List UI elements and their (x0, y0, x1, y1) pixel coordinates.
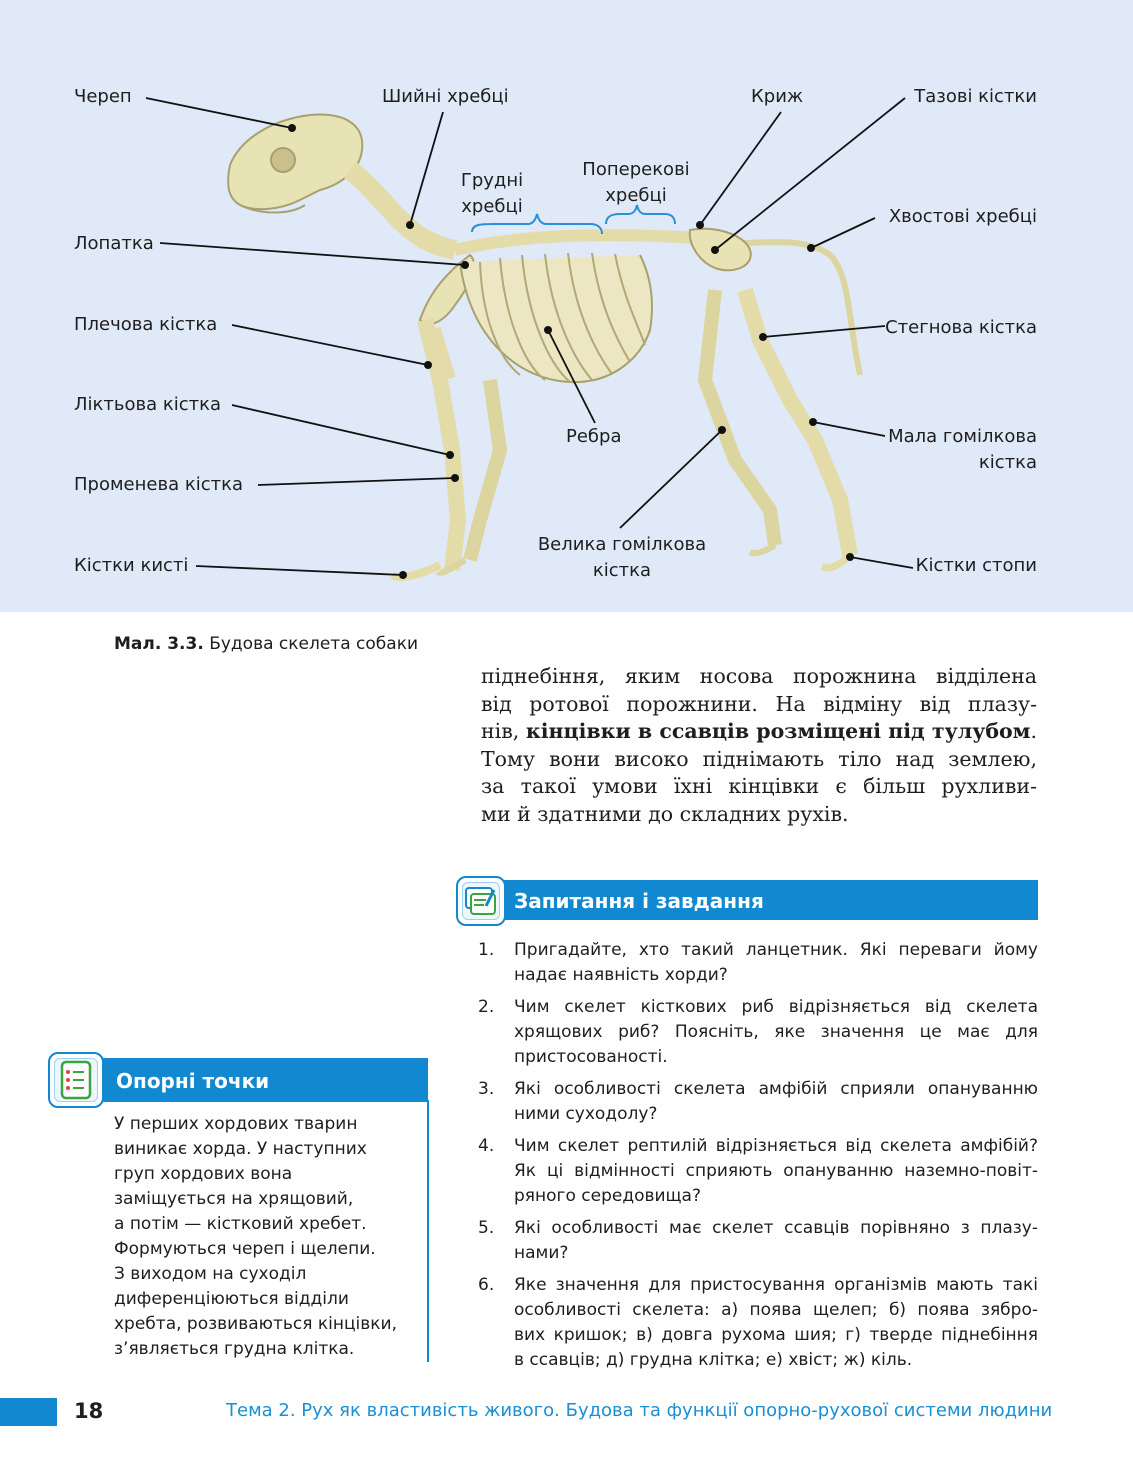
question-line: надає наявність хорди? (514, 965, 728, 985)
label-fibula-line2: кістка (978, 452, 1037, 473)
question-number: 1. (478, 940, 495, 960)
label-tibia-line2: кістка (592, 560, 652, 581)
question-item (478, 1077, 1038, 1127)
label-femur: Стегнова кістка (885, 317, 1037, 338)
question-item (478, 938, 1038, 988)
page-number: 18 (74, 1399, 104, 1423)
question-item (478, 995, 1038, 1070)
body-line: Тому вони високо піднімають тіло над землею, (481, 746, 1037, 771)
key-point-line: заміщується на хрящовий, (114, 1189, 354, 1209)
body-fragment: нів, (481, 719, 520, 743)
key-point-line: З виходом на суходіл (114, 1264, 307, 1284)
questions-header (456, 876, 1038, 922)
body-line-emphasis (481, 718, 1037, 746)
label-fibula (888, 424, 1037, 476)
key-points-border (427, 1100, 429, 1362)
footer-accent-bar (0, 1398, 57, 1426)
key-point-line: груп хордових вона (114, 1164, 293, 1184)
label-lumbar-line1: Поперекові (582, 159, 690, 180)
question-item (478, 1273, 1038, 1373)
label-skull: Череп (74, 86, 132, 107)
key-point-line: виникає хорда. У наступних (114, 1139, 367, 1159)
question-line: ними суходолу? (514, 1104, 658, 1124)
question-line: Пригадайте, хто такий ланцетник. Які переваги йому (514, 940, 1038, 960)
question-line: хрящових риб? Поясніть, яке значення це має для (514, 1022, 1038, 1042)
label-radius: Променева кістка (74, 474, 243, 495)
label-carpus: Кістки кисті (74, 555, 189, 576)
question-line: вих кришок; в) довга рухома шия; г) тверде піднебіння (514, 1325, 1038, 1345)
key-points-header (48, 1052, 428, 1110)
key-point-line: У перших хордових тварин (114, 1114, 358, 1134)
questions-list (478, 938, 1038, 1380)
question-line: в ссавців; д) грудна клітка; е) хвіст; ж) кіль. (514, 1350, 913, 1370)
label-ulna: Ліктьова кістка (74, 394, 222, 415)
question-item (478, 1134, 1038, 1209)
label-thoracic-line2: хребці (461, 196, 523, 217)
question-number: 3. (478, 1079, 495, 1099)
question-line: пристосованості. (514, 1047, 668, 1067)
question-number: 2. (478, 997, 495, 1017)
body-paragraph (481, 663, 1037, 828)
question-number: 6. (478, 1275, 495, 1295)
key-points-text (114, 1112, 414, 1362)
label-ribs: Ребра (566, 426, 622, 447)
label-scapula: Лопатка (74, 233, 154, 254)
question-item (478, 1216, 1038, 1266)
questions-icon (456, 876, 506, 926)
label-cervical: Шийні хребці (382, 86, 509, 107)
key-point-line: а потім — кістковий хребет. (114, 1214, 367, 1234)
questions-title: Запитання і завдання (514, 889, 764, 913)
label-lumbar-line2: хребці (605, 185, 667, 206)
question-line: Які особливості скелета амфібій сприяли опануванню (514, 1079, 1038, 1099)
label-foot: Кістки стопи (915, 555, 1037, 576)
key-point-line: диференціюються відділи (114, 1289, 349, 1309)
body-line: піднебіння, яким носова порожнина відділена (481, 664, 1037, 688)
caption-number: Мал. 3.3. (114, 634, 204, 654)
figure-caption (114, 634, 418, 654)
question-line: нами? (514, 1243, 569, 1263)
label-tibia-line1: Велика гомілкова (537, 534, 707, 555)
key-points-title: Опорні точки (116, 1069, 270, 1093)
body-line: ми й здатними до складних рухів. (481, 801, 849, 826)
label-pelvic: Тазові кістки (914, 86, 1037, 107)
footer-topic: Тема 2. Рух як властивість живого. Будова та функції опорно-рухової системи людини (226, 1400, 1053, 1421)
key-point-line: Формуються череп і щелепи. (114, 1239, 376, 1259)
label-thoracic-line1: Грудні (460, 170, 524, 191)
key-point-line: хребта, розвиваються кінцівки, (114, 1314, 398, 1334)
body-bold: кінцівки в ссавців розміщені під тулубом (525, 719, 1031, 743)
label-humerus: Плечова кістка (74, 314, 218, 335)
question-line: Чим скелет кісткових риб відрізняється від скелета (514, 997, 1038, 1017)
label-lumbar (574, 157, 698, 209)
label-thoracic (452, 168, 532, 220)
question-line: ряного середовища? (514, 1186, 701, 1206)
question-line: Які особливості має скелет ссавців порівняно з плазу- (514, 1218, 1038, 1238)
question-line: особливості скелета: а) поява щелеп; б) поява зябро- (514, 1300, 1038, 1320)
body-line: від ротової порожнини. На відміну від плазу- (481, 691, 1037, 716)
label-sacrum: Криж (751, 86, 804, 107)
label-tibia (534, 532, 710, 584)
label-fibula-line1: Мала гомілкова (888, 426, 1037, 447)
body-line: за такої умови їхні кінцівки є більш рухливи- (481, 774, 1037, 798)
question-line: Яке значення для пристосування організмів мають такі (514, 1275, 1038, 1295)
question-number: 5. (478, 1218, 495, 1238)
question-line: Як ці відмінності сприяють опануванню наземно-повіт- (514, 1161, 1038, 1181)
caption-text: Будова скелета собаки (209, 634, 419, 654)
body-fragment: . (1030, 719, 1037, 743)
label-caudal: Хвостові хребці (888, 206, 1037, 227)
question-line: Чим скелет рептилій відрізняється від скелета амфібій? (514, 1136, 1038, 1156)
question-number: 4. (478, 1136, 495, 1156)
checklist-icon (48, 1052, 104, 1108)
key-point-line: з’являється грудна клітка. (114, 1339, 355, 1359)
skeleton-figure (0, 0, 1133, 612)
